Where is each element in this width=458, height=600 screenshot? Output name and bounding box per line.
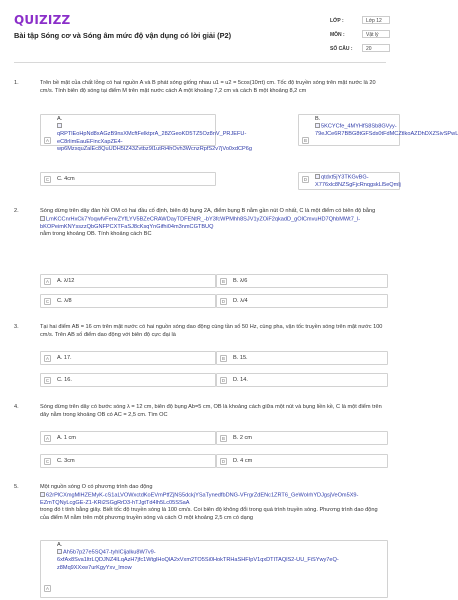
option-letter: A [44,585,51,592]
option-label: A. [57,542,63,548]
option-a[interactable] [40,274,216,288]
option-letter: A [44,137,51,144]
option-a[interactable] [40,540,388,598]
option-text: B. λ/6 [233,278,248,284]
option-text: C. λ/8 [57,298,72,304]
option-letter: A [44,435,51,442]
option-c[interactable] [40,172,216,186]
option-label: B. [315,116,321,122]
question-5 [14,484,386,540]
question-3 [14,324,386,344]
option-letter: D [221,459,226,464]
option-letter: B [220,435,227,442]
option-d[interactable] [216,294,388,308]
question-number: 4. [14,404,19,410]
option-letter: D [303,177,308,182]
option-text: D. λ/4 [233,298,248,304]
option-b[interactable] [216,431,388,445]
option-text: C. 4cm [57,176,75,182]
option-letter: C [45,378,50,383]
option-letter: B [220,355,227,362]
option-d[interactable] [298,172,400,190]
question-text-continued: nằm trong khoảng OB. Tính khoảng cách BC [40,231,152,238]
class-row [330,16,390,24]
question-image-text: 62rPlCXmgMlHZEMyK-cS1aLVOWxctdKoEVmPtfZjNS5dckjYSaTynedfbDNG-VFrgrZdENc1ZRT6_GeWoIrhYDJgsjVeOm5X9-EZmTQNyLcgGE-Z1-KRi2SGgRrD3-hTJgtTd4lh5Lc05SSaA [40,492,359,506]
option-text: C. 16. [57,377,72,383]
option-text: C. 3cm [57,458,75,464]
subject-label: MÔN : [330,32,345,38]
option-b[interactable] [216,274,388,288]
broken-image-icon [57,549,62,554]
worksheet-title: Bài tập Sóng cơ và Sóng âm mức độ vận dụng có lời giải (P2) [14,31,232,40]
option-image-text: Ah5b7p27e5SQ47-tyhlCijalku8W7v9-6xfAx8Sva1ltrLQDJNZ4lLqAzH7jfc1WtglHoQlA2xVxm2TO5Si0HokTRHaSHFIpV1qxDTITAQlS2-UU_FiSYwy7eQ-z8Mq9XXxw7urKgyYxv_Imow [57,549,339,571]
count-row [330,44,390,52]
option-letter: A [44,355,51,362]
option-text: B. 15. [233,355,248,361]
question-2 [14,208,386,308]
subject-value: Vật lý [362,30,390,38]
quizizz-logo: QUIZIZZ [14,13,71,27]
option-text: A. 1 cm [57,435,76,441]
option-text: B. 2 cm [233,435,252,441]
option-b[interactable] [298,114,458,146]
question-image-text: LmKCCnrHxCk7YoqwfvFenvZYfLYV5BZeCRAWDayTDFENtR_-bY3fcWPMhh8SJV1yZOiF2qkadD_gOlCmvuHD7QhbMWt7_l-bKOPeimKNYsszzQbGNFPCXTFaSJ8cKsqYnGifhi04m3nmCGTBUQ [40,216,361,230]
option-b[interactable] [216,351,388,365]
option-image-text: 5KCYCfe_4MYHfS8Sb8GVyy-79eJCe6R7BBG8tGFSds0tFdMCZtlkoAZDhDXZSivSPwL [315,123,458,138]
option-letter: D [221,299,226,304]
option-a[interactable] [40,114,252,153]
count-label: SỐ CÂU : [330,46,353,52]
option-d[interactable] [216,373,388,387]
question-text: Tại hai điểm AB = 16 cm trên mặt nước có hai nguồn sóng dao động cùng tần số 50 Hz, cùng pha, vận tốc truyền sóng trên mặt nước 100 cm/s. Trên AB số điểm dao động với biên độ cực đại là [40,324,383,338]
question-number: 2. [14,208,19,214]
class-value: Lớp 12 [362,16,390,24]
question-number: 3. [14,324,19,330]
question-text: Một nguồn sóng O có phương trình dao động [40,484,153,490]
option-c[interactable] [40,294,216,308]
option-image-text: qtdxt5jY3TKGvBG-X776xlc8NZSgFjcRnqgskLl5eQmlj [315,174,401,188]
worksheet-header [0,0,400,66]
option-text: A. 17. [57,355,72,361]
option-text: D. 14. [233,377,248,383]
question-number: 5. [14,484,19,490]
broken-image-icon [40,216,45,221]
class-label: LỚP : [330,18,344,24]
question-text: Sóng dừng trên dây có bước sóng λ = 12 cm, biên độ bụng Ab=5 cm, OB là khoảng cách giữa một nút và bụng liền kề, C là một điểm trên dây nằm trong khoảng OB có AC = 2,5 cm. Tìm OC [40,404,382,418]
option-d[interactable] [216,454,388,468]
option-a[interactable] [40,431,216,445]
option-text: D. 4 cm [233,458,253,464]
option-letter: C [45,459,50,464]
option-letter: C [45,177,50,182]
option-a[interactable] [40,351,216,365]
option-letter: B [220,278,227,285]
option-letter: A [44,278,51,285]
header-divider [14,62,386,63]
count-value: 20 [362,44,390,52]
option-c[interactable] [40,373,216,387]
broken-image-icon [57,123,62,128]
option-letter: B [302,137,309,144]
subject-row [330,30,390,38]
option-letter: D [221,378,226,383]
question-text: Sóng dừng trên dây đàn hồi OM có hai đầu cố định, biên độ bụng 2A, điểm bụng B nằm gần nút O nhất, C là một điểm có biên độ bằng [40,208,376,214]
option-text: A. λ/12 [57,278,75,284]
question-text: Trên bề mặt của chất lỏng có hai nguồn A và B phát sóng giống nhau u1 = u2 = 5cos(10πt) cm. Tốc độ truyền sóng trên mặt nước là 20 cm/s. Tính biên độ sóng tại điểm M trên mặt nước cách A một khoảng 7,2 cm và cách B một khoảng 8,2 cm [40,80,376,94]
option-letter: C [45,299,50,304]
broken-image-icon [40,492,45,497]
broken-image-icon [315,123,320,128]
question-text-continued: trong đó t tính bằng giây. Biết tốc độ truyền sóng là 100 cm/s. Coi biên độ không đổi trong quá trình truyền sóng. Phương trình dao động của điểm M nằm trên một phương truyền sóng và cách O một khoảng 2,5 cm có dạng [40,507,378,521]
option-image-text: qRPTlEoHpNd8xAGzB9nsXMcftFelktprA_28ZGeoKD5TZ5Oz8nV_PRJEFU-eC8rlimEauEFincXapZE4-wp6MzsquZalEc8QuUDH5IZ43Zvtbz9l1utRi4hOvh3WcnzRpfS2v7jVo0xdCP6g [57,131,252,153]
broken-image-icon [315,174,320,179]
option-label: A. [57,116,63,122]
question-4 [14,404,386,432]
question-number: 1. [14,80,19,86]
option-c[interactable] [40,454,216,468]
